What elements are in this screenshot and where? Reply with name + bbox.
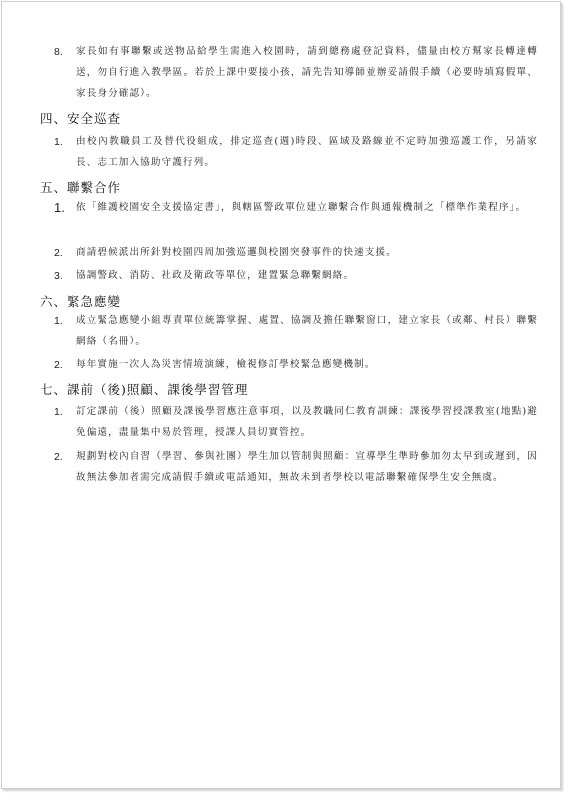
item-number: 2. bbox=[54, 359, 63, 371]
item-number: 2. bbox=[54, 451, 63, 463]
item-text: 規劃對校內自習（學習、參與社團）學生加以管制與照顧：宣導學生準時參加勿太早到或遲到，因故無法參加者需完成請假手續或電話通知，無故未到者學校以電話聯繫確保學生安全無虞。 bbox=[76, 451, 538, 483]
section-title-after-school-care: 七、課前（後)照顧、課後學習管理 bbox=[40, 382, 249, 397]
item-text: 成立緊急應變小組專責單位統籌掌握、處置、協調及擔任聯繫窗口，建立家長（或鄰、村長）聯繫網絡（名冊）。 bbox=[76, 315, 538, 347]
item-text: 依「維護校園安全支援協定書」，與轄區警政單位建立聯繫合作與通報機制之「標準作業程序」。 bbox=[76, 202, 527, 213]
item-text: 協調警政、消防、社政及衛政等單位，建置緊急聯繫網絡。 bbox=[76, 270, 355, 281]
item-text: 商請碧候派出所針對校園四周加強巡邏與校園突發事件的快速支援。 bbox=[76, 247, 397, 258]
item-number: 8. bbox=[54, 46, 63, 58]
item-number: 1. bbox=[54, 200, 65, 215]
item-number: 1. bbox=[54, 406, 63, 418]
item-number: 1. bbox=[54, 315, 63, 327]
item-number: 2. bbox=[54, 247, 63, 259]
section-title-emergency-response: 六、緊急應變 bbox=[40, 294, 122, 309]
section-title-liaison-cooperation: 五、聯繫合作 bbox=[40, 180, 122, 195]
item-number: 1. bbox=[54, 136, 63, 148]
item-number: 3. bbox=[54, 270, 63, 282]
section-title-safety-patrol: 四、安全巡查 bbox=[40, 111, 122, 126]
document-page bbox=[1, 1, 561, 789]
item-text: 家長如有事聯繫或送物品給學生需進入校園時，請到總務處登記資料，儘量由校方幫家長轉達轉送，勿自行進入教學區。若於上課中要接小孩，請先告知導師並辦妥請假手續（必要時填寫假單、家長身分確認）。 bbox=[76, 46, 538, 99]
item-text: 由校內教職員工及替代役組成，排定巡查(週)時段、區域及路線並不定時加強巡護工作，另請家長、志工加入協助守護行列。 bbox=[76, 136, 538, 168]
item-text: 每年實施一次人為災害情境演練，檢視修訂學校緊急應變機制。 bbox=[76, 359, 376, 370]
item-text: 訂定課前（後）照顧及課後學習應注意事項，以及教職同仁教育訓練：課後學習授課教室(地點)避免偏遠，盡量集中易於管理，授課人員切實管控。 bbox=[76, 406, 538, 438]
